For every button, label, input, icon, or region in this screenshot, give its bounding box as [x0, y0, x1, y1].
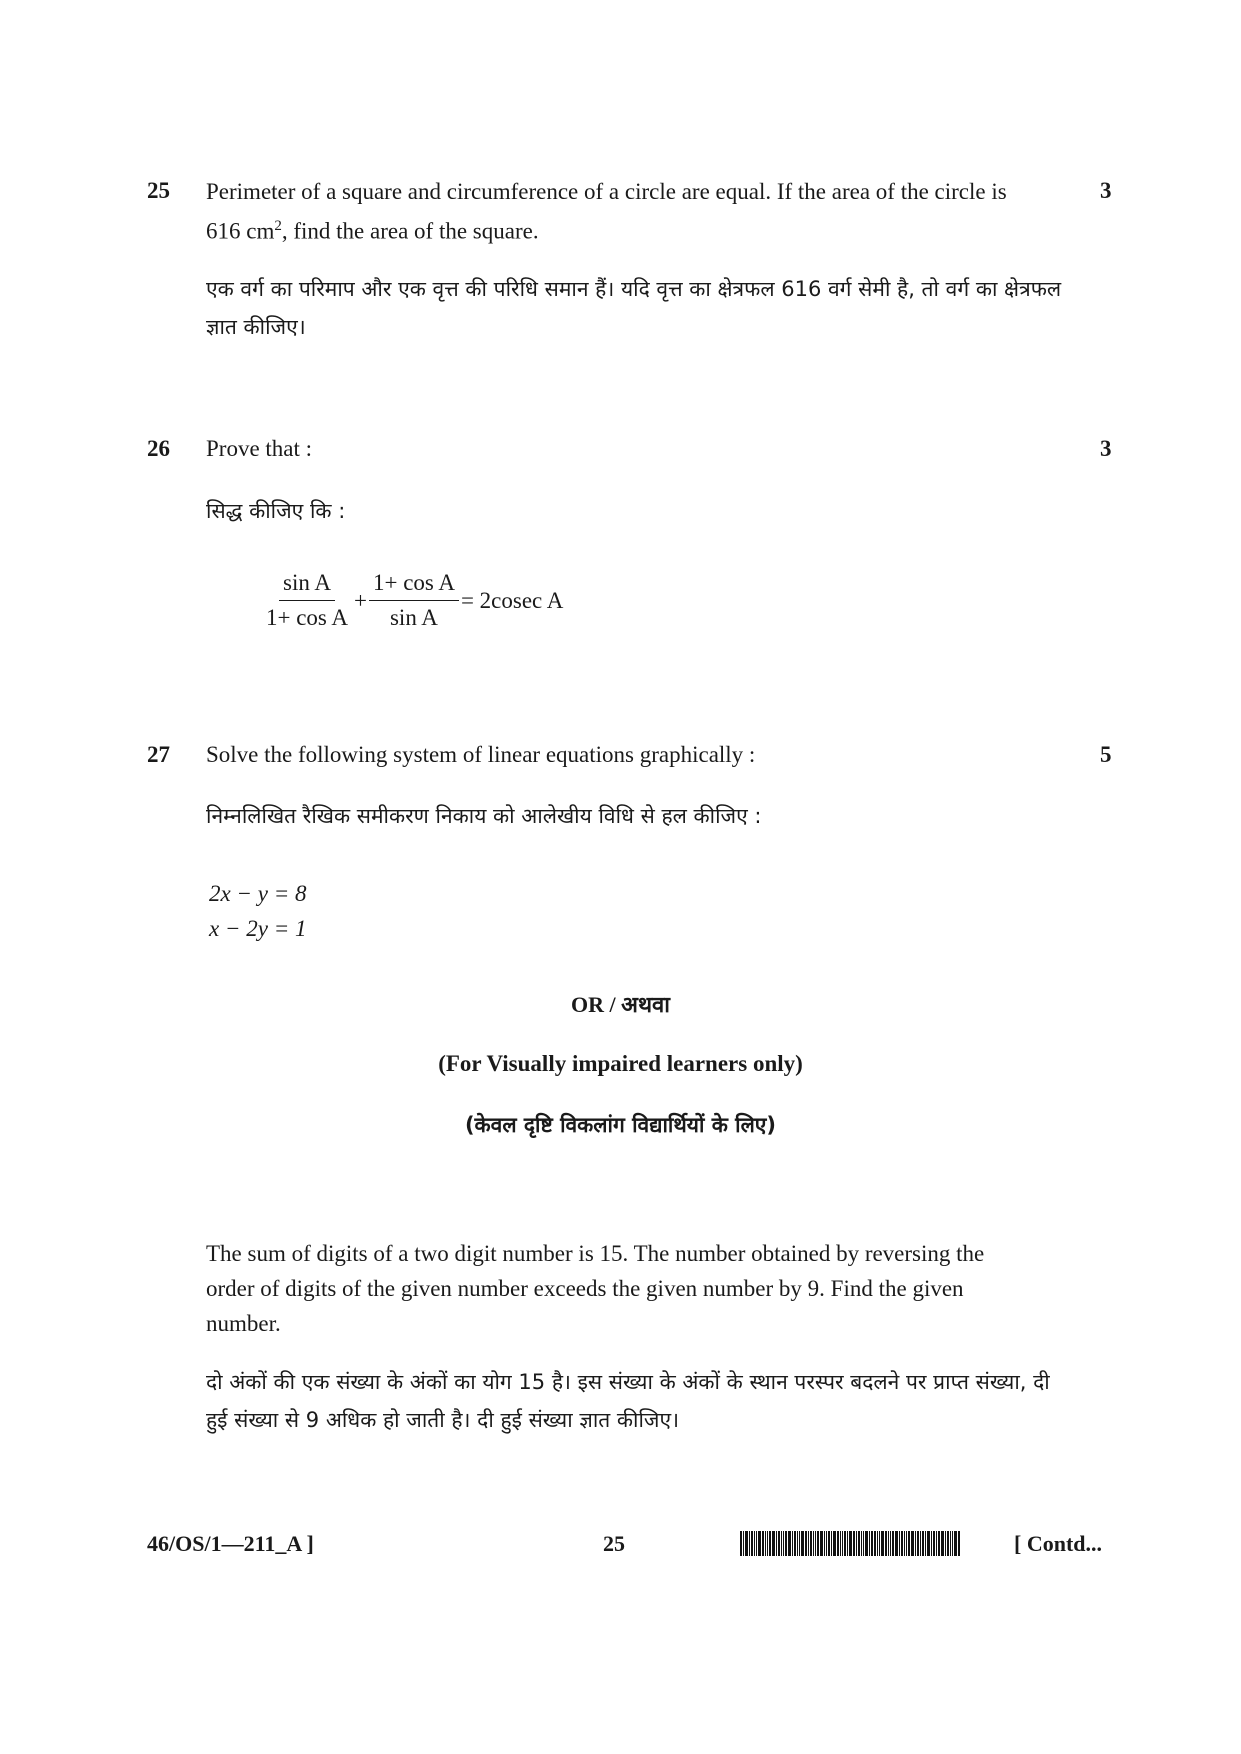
question-marks-25: 3 — [1100, 178, 1112, 203]
fraction-1 — [262, 570, 352, 631]
visually-impaired-heading-english: (For Visually impaired learners only) — [438, 1051, 803, 1076]
fraction-2 — [369, 570, 459, 631]
visually-impaired-heading-hindi: (केवल दृष्टि विकलांग विद्यार्थियों के लिए) — [464, 1113, 777, 1137]
question-number-26: 26 — [147, 436, 170, 461]
alternative-question-english: The sum of digits of a two digit number is 15. The number obtained by reversing the order of digits of the given number exceeds the given number by 9. Find the given number. — [206, 1241, 985, 1336]
question-text-english-26: Prove that : — [206, 436, 313, 461]
fraction-1-denominator: 1+ cos A — [266, 605, 348, 630]
trig-identity-equation — [262, 570, 565, 631]
fraction-2-numerator: 1+ cos A — [369, 570, 459, 601]
question-text-english-27: Solve the following system of linear equations graphically : — [206, 742, 756, 767]
question-number-25: 25 — [147, 178, 170, 203]
or-separator: OR / अथवा — [571, 992, 670, 1017]
linear-equation-1: 2x − y = 8 — [209, 881, 307, 906]
superscript: 2 — [274, 218, 282, 234]
footer-page-number: 25 — [603, 1531, 625, 1556]
plus-sign: + — [353, 587, 367, 613]
barcode-image — [740, 1531, 1005, 1556]
alternative-question-hindi: दो अंकों की एक संख्या के अंकों का योग 15 है। इस संख्या के अंकों के स्थान परस्पर बदलने पर प्राप्त संख्या, दी हुई संख्या से 9 अधिक हो जाती है। दी हुई संख्या ज्ञात कीजिए। — [206, 1370, 1050, 1432]
question-text-hindi-27: निम्नलिखित रैखिक समीकरण निकाय को आलेखीय विधि से हल कीजिए : — [206, 804, 762, 828]
question-text-english-25-part1: Perimeter of a square and circumference of a circle are equal. If the area of the circle is 616 cm — [206, 179, 1007, 244]
question-marks-27: 5 — [1100, 742, 1112, 767]
question-text-english-25-part2: , find the area of the square. — [281, 218, 539, 244]
question-text-hindi-26: सिद्ध कीजिए कि : — [206, 499, 346, 523]
question-marks-26: 3 — [1100, 436, 1112, 461]
question-number-27: 27 — [147, 742, 170, 767]
fraction-1-numerator: sin A — [279, 570, 335, 601]
question-text-english-25 — [206, 174, 1046, 249]
question-text-hindi-25: एक वर्ग का परिमाप और एक वृत्त की परिधि समान हैं। यदि वृत्त का क्षेत्रफल 616 वर्ग सेमी है, तो वर्ग का क्षेत्रफल ज्ञात कीजिए। — [206, 277, 1062, 339]
footer-continued: [ Contd... — [1014, 1531, 1103, 1556]
fraction-2-denominator: sin A — [389, 605, 438, 630]
footer-paper-code: 46/OS/1—211_A ] — [147, 1531, 314, 1556]
linear-equation-2: x − 2y = 1 — [209, 916, 307, 941]
equation-rhs: = 2cosec A — [460, 587, 564, 613]
